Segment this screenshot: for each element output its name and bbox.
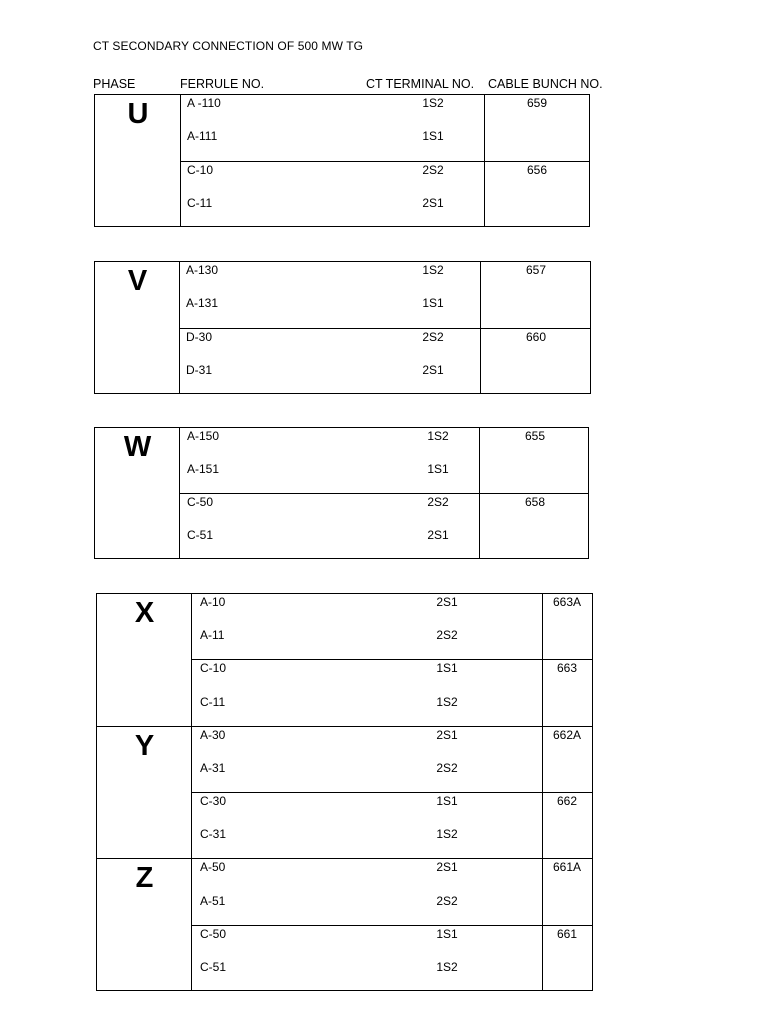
ferrule-no: A-11: [200, 628, 225, 643]
ct-terminal-no: 2S2: [427, 495, 449, 509]
ct-terminal-no: 1S1: [436, 661, 458, 676]
ct-terminal-no: 2S1: [436, 727, 458, 742]
ct-terminal-no: 1S1: [436, 926, 458, 941]
phase-letter: U: [127, 98, 149, 130]
ct-terminal-no: 1S1: [422, 296, 444, 311]
ferrule-no: A-130: [186, 263, 219, 277]
ct-terminal-no: 2S2: [436, 893, 458, 908]
ferrule-no: A-10: [200, 595, 226, 609]
ferrule-no: A-31: [200, 760, 226, 775]
ct-terminal-no: 1S1: [422, 129, 444, 144]
ct-terminal-no: 2S1: [422, 195, 444, 210]
ferrule-no: A-50: [200, 860, 226, 875]
ferrule-no: A-111: [187, 129, 218, 144]
phase-table: [94, 94, 590, 227]
header-cable: CABLE BUNCH NO.: [488, 77, 603, 91]
ct-terminal-no: 1S2: [436, 827, 458, 842]
group-divider: [97, 726, 592, 727]
cable-bunch-no: 655: [524, 429, 546, 443]
pair-divider: [191, 925, 592, 926]
phase-table: [94, 261, 591, 394]
phase-table: [96, 593, 593, 991]
ct-terminal-no: 1S2: [427, 429, 449, 443]
ct-terminal-no: 2S2: [436, 628, 458, 643]
ferrule-no: C-10: [200, 661, 227, 676]
ct-terminal-no: 2S1: [427, 528, 449, 542]
ferrule-no: C-30: [200, 794, 227, 808]
ferrule-no: C-50: [200, 926, 227, 941]
ferrule-no: C-11: [187, 195, 213, 210]
phase-table: [94, 427, 589, 559]
ct-terminal-no: 2S2: [422, 162, 444, 177]
ferrule-no: A-30: [200, 727, 226, 742]
header-ferrule: FERRULE NO.: [180, 77, 265, 91]
ferrule-no: C-11: [200, 694, 226, 709]
ct-terminal-no: 2S1: [436, 860, 458, 875]
page-title: CT SECONDARY CONNECTION OF 500 MW TG: [93, 39, 364, 53]
ferrule-no: D-30: [186, 329, 213, 344]
cable-bunch-no: 663A: [552, 595, 582, 609]
header-phase: PHASE: [93, 77, 136, 91]
phase-letter: W: [123, 431, 152, 463]
ferrule-no: A -110: [187, 96, 221, 110]
ferrule-no: C-31: [200, 827, 227, 842]
ct-terminal-no: 1S2: [422, 263, 444, 277]
ct-terminal-no: 1S2: [436, 694, 458, 709]
group-divider: [97, 858, 592, 859]
ct-terminal-no: 1S1: [436, 794, 458, 808]
phase-letter: V: [127, 265, 148, 297]
ct-terminal-no: 2S2: [436, 760, 458, 775]
cable-bunch-no: 663: [556, 661, 578, 676]
pair-divider: [180, 161, 589, 162]
ferrule-no: A-51: [200, 893, 226, 908]
cable-bunch-no: 661: [556, 926, 578, 941]
cable-bunch-no: 662: [556, 794, 578, 808]
cable-bunch-no: 659: [526, 96, 548, 110]
ct-terminal-no: 2S1: [436, 595, 458, 609]
ct-terminal-no: 1S2: [422, 96, 444, 110]
ct-terminal-no: 1S1: [427, 462, 449, 476]
cable-bunch-no: 660: [525, 329, 547, 344]
cable-bunch-no: 656: [526, 162, 548, 177]
ferrule-no: C-10: [187, 162, 214, 177]
ferrule-no: C-51: [187, 528, 214, 542]
pair-divider: [191, 659, 592, 660]
pair-divider: [179, 493, 588, 494]
phase-letter: Z: [135, 862, 154, 895]
ct-terminal-no: 1S2: [436, 959, 458, 974]
ferrule-no: A-151: [187, 462, 220, 476]
phase-letter: Y: [134, 729, 155, 762]
header-terminal: CT TERMINAL NO.: [366, 77, 475, 91]
cable-bunch-no: 662A: [552, 727, 582, 742]
ferrule-no: C-50: [187, 495, 214, 509]
phase-letter: X: [134, 597, 155, 629]
cable-bunch-no: 657: [525, 263, 547, 277]
ferrule-no: C-51: [200, 959, 227, 974]
cable-bunch-no: 658: [524, 495, 546, 509]
ferrule-no: A-150: [187, 429, 220, 443]
pair-divider: [179, 328, 590, 329]
cable-bunch-no: 661A: [552, 860, 582, 875]
ct-terminal-no: 2S1: [422, 362, 444, 377]
ferrule-no: D-31: [186, 362, 213, 377]
ct-terminal-no: 2S2: [422, 329, 444, 344]
pair-divider: [191, 792, 592, 793]
ferrule-no: A-131: [186, 296, 219, 311]
